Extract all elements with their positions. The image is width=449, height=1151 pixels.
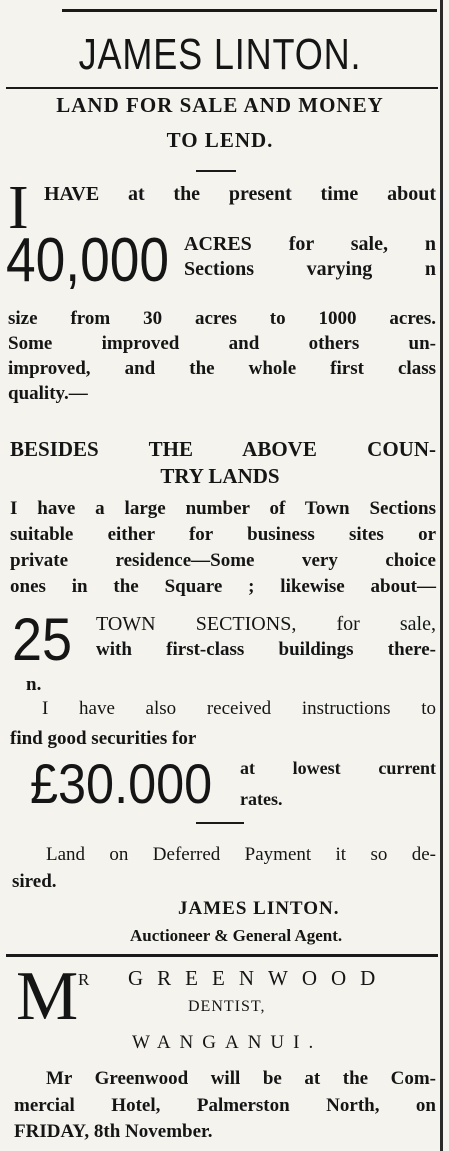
superscript: R xyxy=(78,970,90,989)
town-line-3: private residence—Some very choice xyxy=(10,550,436,571)
dentist-name: GREENWOOD xyxy=(128,966,390,990)
acres-line-2: Sections varying n xyxy=(184,258,436,280)
acres-line-1: ACRES for sale, n xyxy=(184,233,436,255)
big-initial: M xyxy=(16,958,79,1035)
body-line-2: Some improved and others un- xyxy=(8,333,436,354)
town-line-1: I have a large number of Town Sections xyxy=(10,498,436,519)
section-heading-line-2: TRY LANDS xyxy=(160,464,280,488)
big-amount: £30.000 xyxy=(30,752,213,815)
deferred-line-2: sired. xyxy=(12,871,57,892)
intro-text: HAVE at the present time about xyxy=(44,183,436,205)
rates-line-2: rates. xyxy=(240,789,283,809)
rates-line-1: at lowest current xyxy=(240,758,436,778)
deferred-line-1: Land on Deferred Payment it so de- xyxy=(46,844,436,865)
dentist-line-2: mercial Hotel, Palmerston North, on xyxy=(14,1095,436,1116)
top-rule xyxy=(62,9,437,12)
section-heading-line-1: BESIDES THE ABOVE COUN- xyxy=(10,437,436,461)
short-rule xyxy=(196,170,236,172)
intro-line xyxy=(44,182,436,206)
town-line-2: suitable either for business sites or xyxy=(10,524,436,545)
instructions-line-1: I have also received instructions to xyxy=(42,698,436,719)
heading-rule xyxy=(6,87,438,89)
town-sections-line-1: TOWN SECTIONS, for sale, xyxy=(96,613,436,635)
body-line-4: quality.— xyxy=(8,383,88,404)
town-sections-line-2: with first-class buildings there- xyxy=(96,639,436,660)
big-number-sections: 25 xyxy=(12,606,73,673)
body-line-3: improved, and the whole first class xyxy=(8,358,436,379)
dentist-line-1: Mr Greenwood will be at the Com- xyxy=(46,1068,436,1089)
body-line-1: size from 30 acres to 1000 acres. xyxy=(8,308,436,329)
drop-cap: I xyxy=(8,174,29,242)
town-line-4: ones in the Square ; likewise about— xyxy=(10,576,436,597)
big-number-acres: 40,000 xyxy=(6,226,170,295)
signature-title: Auctioneer & General Agent. xyxy=(130,926,343,945)
ad-heading: JAMES LINTON. xyxy=(78,30,362,79)
instructions-line-2: find good securities for xyxy=(10,728,197,749)
signature-name: JAMES LINTON. xyxy=(178,898,340,919)
dentist-title: DENTIST, xyxy=(188,998,266,1015)
ad-separator xyxy=(6,954,438,957)
dentist-line-3: FRIDAY, 8th November. xyxy=(14,1121,213,1142)
divider-short xyxy=(196,822,244,824)
ad-subheading-line-2: TO LEND. xyxy=(166,128,274,152)
town-sections-line-3: n. xyxy=(26,674,42,695)
town-name: WANGANUI. xyxy=(132,1032,323,1053)
ad-subheading-line-1: LAND FOR SALE AND MONEY xyxy=(56,93,384,117)
